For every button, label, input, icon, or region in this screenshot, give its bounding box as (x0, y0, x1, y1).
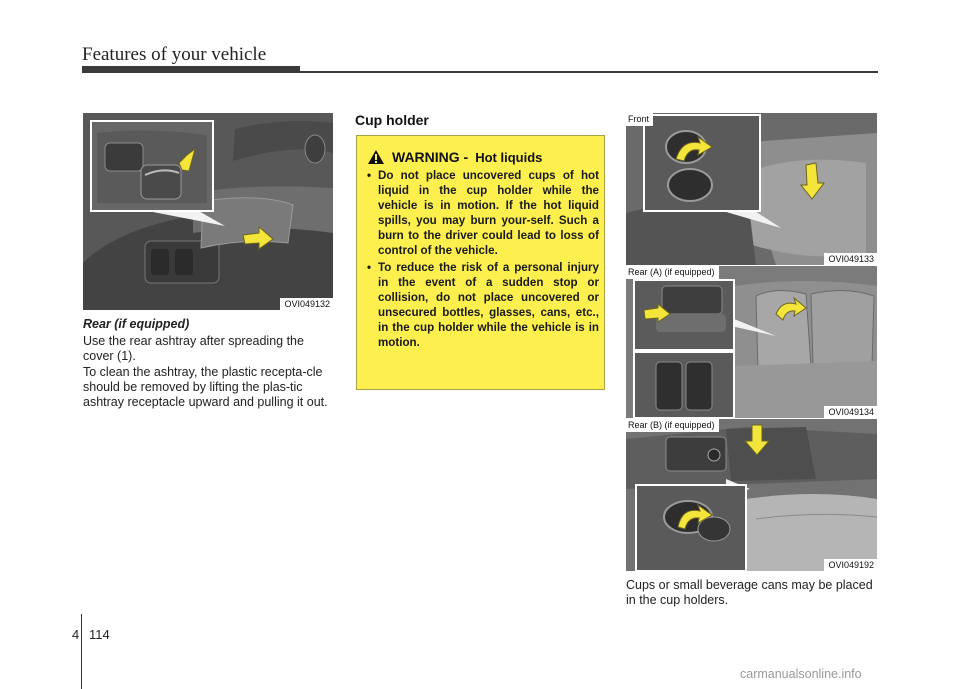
header-rule (82, 71, 878, 73)
page-number: 114 (89, 627, 110, 642)
photo-tag: Rear (A) (if equipped) (626, 266, 719, 279)
page-header-title: Features of your vehicle (82, 44, 267, 65)
rear-b-cup-holder-illustration (626, 419, 877, 571)
warning-label: WARNING - (392, 149, 469, 165)
warning-triangle-icon (367, 149, 385, 165)
bullet: • (367, 169, 372, 182)
chapter-number: 4 (72, 627, 80, 642)
watermark: carmanualsonline.info (740, 667, 862, 681)
photo-code: OVI049133 (824, 253, 877, 265)
warning-item (367, 260, 599, 351)
rear-ashtray-caption: Rear (if equipped) (83, 317, 190, 331)
front-cup-holder-photo (626, 113, 877, 265)
warning-box (356, 135, 605, 390)
warning-list (367, 168, 599, 351)
front-cup-holder-illustration (626, 113, 877, 265)
photo-code: OVI049134 (824, 406, 877, 418)
warning-item (367, 168, 599, 259)
photo-code: OVI049192 (824, 559, 877, 571)
bullet: • (367, 260, 372, 274)
photo-code: OVI049132 (280, 298, 333, 310)
rear-a-cup-holder-photo (626, 266, 877, 418)
rear-a-cup-holder-illustration (626, 266, 877, 418)
section-title-cup-holder: Cup holder (355, 112, 429, 128)
paragraph-1: Use the rear ashtray after spreading the cover (1). (83, 334, 304, 363)
cup-holder-paragraph: Cups or small beverage cans may be placed in the cup holders. (626, 578, 873, 607)
photo-tag: Front (626, 113, 653, 126)
photo-tag: Rear (B) (if equipped) (626, 419, 719, 432)
warning-heading (367, 147, 542, 167)
page-number-rule (81, 614, 82, 689)
paragraph-2: To clean the ashtray, the plastic recepta-cle should be removed by lifting the plas-tic ashtray receptacle upward and pulling it out. (83, 365, 328, 409)
warning-item-text: Do not place uncovered cups of hot liquid in the cup holder while the vehicle is in motion. If the hot liquid spills, you may burn your-self. Such a burn to the driver could lead to loss of control of the vehicle. (378, 169, 599, 258)
rear-ashtray-photo (83, 113, 333, 310)
rear-ashtray-illustration (83, 113, 333, 310)
rear-b-cup-holder-photo (626, 419, 877, 571)
warning-item-text: To reduce the risk of a personal injury in the event of a sudden stop or collision, do not place uncovered or unsecured bottles, glasses, cans, etc., in the cup holder while the vehicle is in motion. (378, 260, 599, 350)
warning-subject: Hot liquids (475, 149, 543, 165)
